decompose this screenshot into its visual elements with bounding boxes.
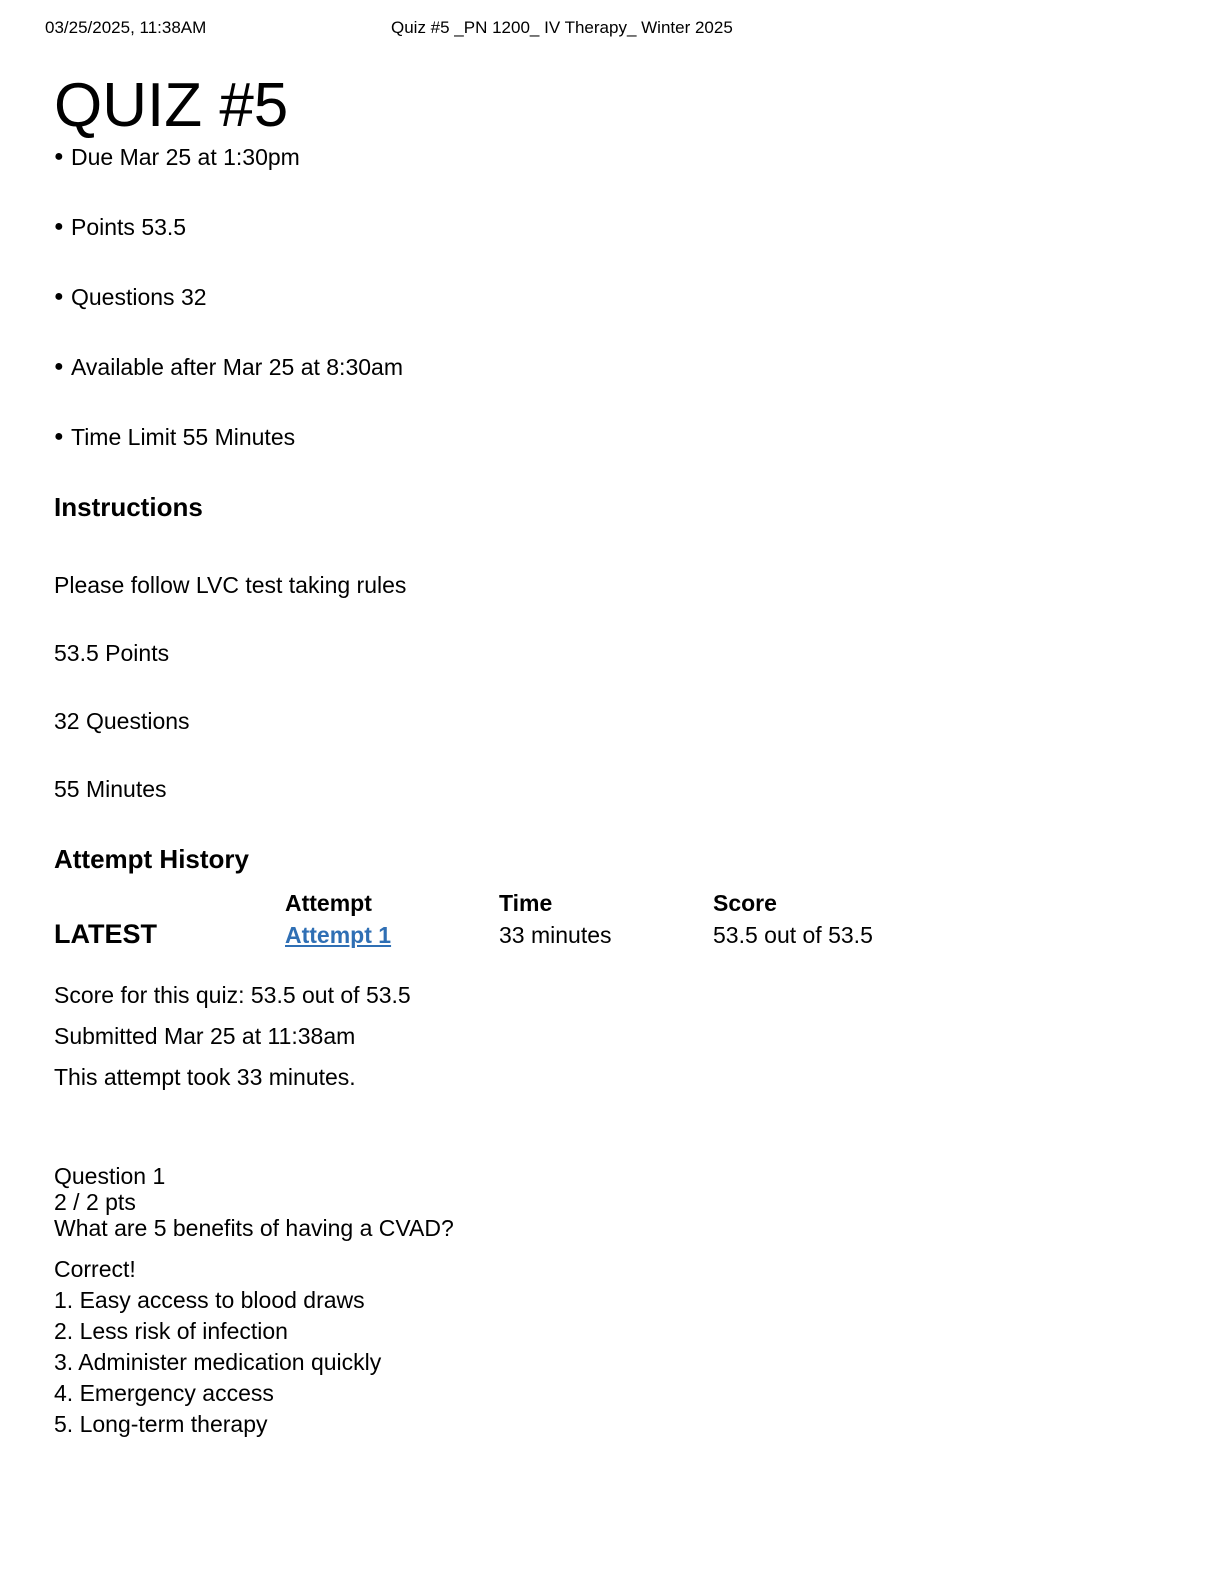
column-header-time: Time [499, 890, 553, 916]
score-line: Score for this quiz: 53.5 out of 53.5 [54, 982, 411, 1008]
quiz-detail-available: ● Available after Mar 25 at 8:30am [54, 354, 403, 380]
quiz-detail-points: ● Points 53.5 [54, 214, 187, 240]
question-result: Correct! [54, 1256, 136, 1282]
quiz-detail-due: ● Due Mar 25 at 1:30pm [54, 144, 300, 170]
instructions-points: 53.5 Points [54, 640, 170, 666]
question-label: Question 1 [54, 1163, 166, 1189]
quiz-title: QUIZ #5 [54, 71, 289, 140]
submitted-line: Submitted Mar 25 at 11:38am [54, 1023, 356, 1049]
list-item: 3. Administer medication quickly [54, 1349, 382, 1375]
list-item: 1. Easy access to blood draws [54, 1287, 365, 1313]
list-item: 5. Long-term therapy [54, 1411, 268, 1437]
answer-list [54, 1287, 454, 1437]
column-header-score: Score [713, 890, 777, 916]
attempt-time: 33 minutes [499, 922, 612, 948]
print-datetime: 03/25/2025, 11:38AM [45, 18, 207, 37]
bullet-icon: ● [54, 428, 64, 445]
instructions-body [54, 572, 1154, 802]
column-header-attempt: Attempt [285, 890, 372, 916]
table-row [285, 922, 391, 948]
quiz-detail-questions: ● Questions 32 [54, 284, 207, 310]
print-header [0, 18, 1224, 40]
bullet-icon: ● [54, 358, 64, 375]
quiz-detail-time-limit: ● Time Limit 55 Minutes [54, 424, 296, 450]
quiz-summary [54, 982, 411, 1105]
list-item: 4. Emergency access [54, 1380, 274, 1406]
bullet-icon: ● [54, 148, 64, 165]
quiz-details-list [54, 144, 1154, 450]
question-prompt: What are 5 benefits of having a CVAD? [54, 1215, 454, 1241]
bullet-icon: ● [54, 288, 64, 305]
instructions-questions: 32 Questions [54, 708, 190, 734]
attempt-score: 53.5 out of 53.5 [713, 922, 873, 948]
instructions-line: Please follow LVC test taking rules [54, 572, 407, 598]
latest-label: LATEST [54, 919, 157, 949]
attempt-1-link[interactable]: Attempt 1 [285, 922, 392, 948]
instructions-heading: Instructions [54, 492, 203, 522]
attempt-history-table [54, 888, 954, 958]
question-1 [54, 1163, 454, 1442]
question-points: 2 / 2 pts [54, 1189, 136, 1215]
list-item: 2. Less risk of infection [54, 1318, 288, 1344]
quiz-content [54, 68, 1154, 1437]
duration-line: This attempt took 33 minutes. [54, 1064, 356, 1090]
print-document-title: Quiz #5 _PN 1200_ IV Therapy_ Winter 2025 [391, 18, 733, 37]
attempt-history-heading: Attempt History [54, 844, 250, 874]
bullet-icon: ● [54, 218, 64, 235]
instructions-minutes: 55 Minutes [54, 776, 167, 802]
